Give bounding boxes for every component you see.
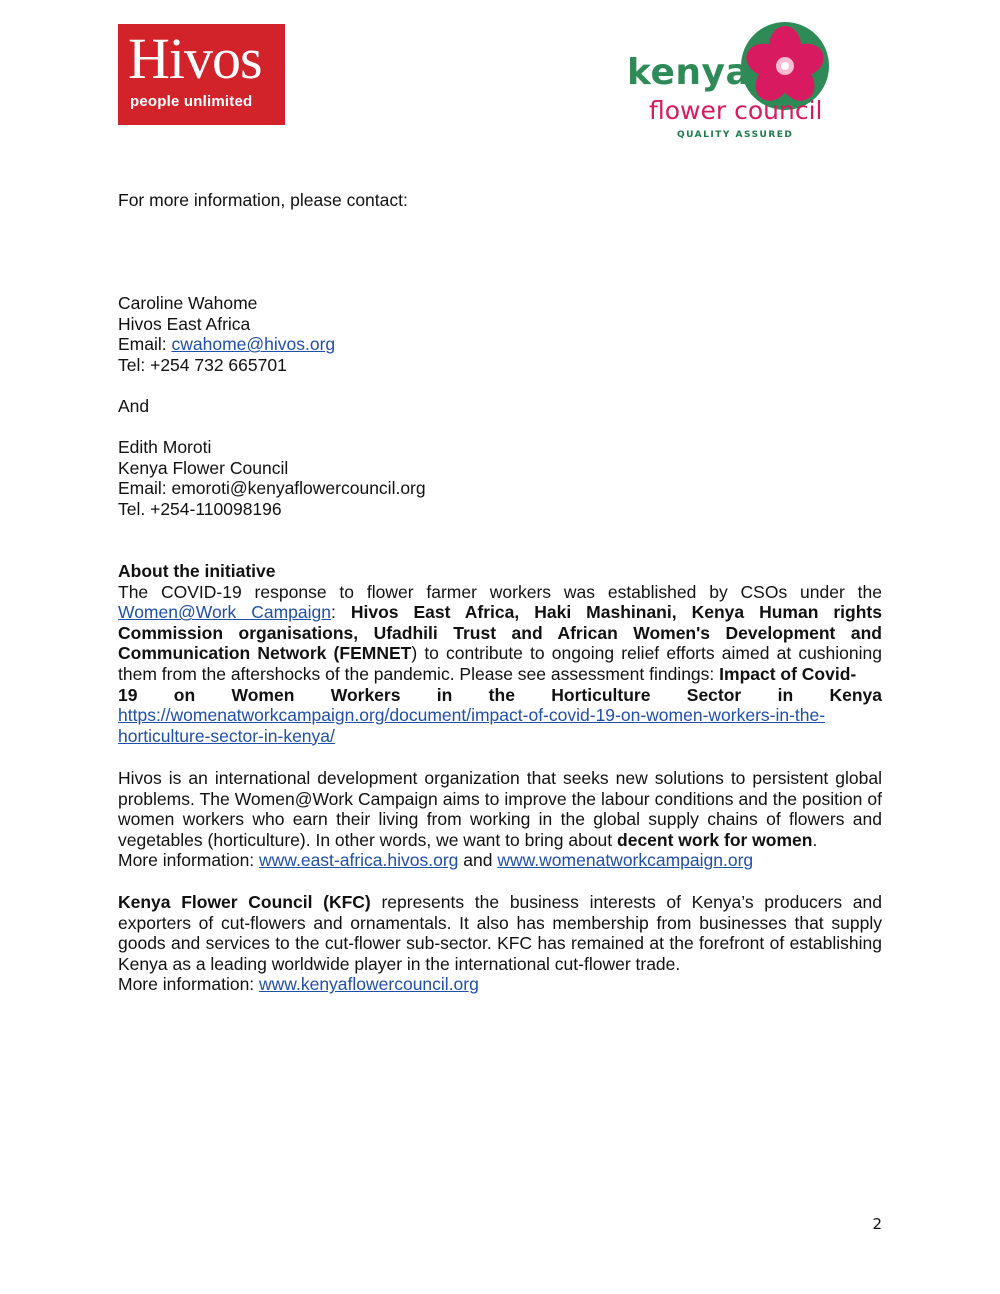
kfc-website-link[interactable]: www.kenyaflowercouncil.org — [259, 974, 479, 995]
contact-phone: Tel: +254 732 665701 — [118, 354, 287, 375]
about-paragraph — [118, 582, 882, 685]
kenya-flower-council-logo — [625, 20, 825, 145]
contact-email: Email: emoroti@kenyaflowercouncil.org — [118, 478, 426, 499]
email-label: Email: — [118, 334, 172, 355]
hivos-paragraph-end: . — [812, 829, 818, 850]
kfc-section — [118, 892, 882, 995]
contact-organization: Hivos East Africa — [118, 313, 251, 334]
contact-block-hivos — [118, 293, 618, 375]
hivos-paragraph-text: Hivos is an international development organization that seeks new solutions to persistent global problems. The Women@Work Campaign aims to improve the labour conditions and the position of women workers who earn their living from working in the global supply chains of flowers and vegetables (horticulture). In other words, we want to bring about — [118, 768, 882, 850]
report-link-line-2 — [118, 726, 882, 747]
contact-organization: Kenya Flower Council — [118, 457, 289, 478]
kfc-paragraph-text: represents the business interests of Kenya’s producers and exporters of cut-flowers and ornamentals. It also has membership from businesses that supply goods and services to the cut-flower sub-sector. KFC has remained at the forefront of establishing Kenya as a leading worldwide player in the international cut-flower trade. — [118, 892, 882, 974]
about-section — [118, 561, 882, 746]
about-heading — [118, 561, 882, 582]
contact-block-kfc — [118, 437, 618, 519]
hivos-website-link[interactable]: www.east-africa.hivos.org — [259, 850, 459, 871]
more-info-label: More information: — [118, 850, 260, 871]
kfc-logo-flower-council: flower council — [649, 96, 823, 125]
contact-phone: Tel. +254-110098196 — [118, 498, 282, 519]
hivos-logo — [118, 24, 285, 125]
contact-name: Caroline Wahome — [118, 293, 258, 313]
hivos-logo-wordmark: Hivos — [128, 26, 262, 91]
kfc-logo-tagline: QUALITY ASSURED — [677, 130, 794, 140]
page-number: 2 — [872, 1215, 882, 1233]
contact-email-line — [118, 334, 618, 355]
report-title-line — [118, 685, 882, 706]
kfc-logo-kenya: kenya — [627, 52, 751, 93]
contact-name: Edith Moroti — [118, 437, 212, 457]
kfc-name: Kenya Flower Council (KFC) — [118, 892, 371, 912]
report-link-line-1 — [118, 705, 882, 726]
kfc-paragraph — [118, 892, 882, 974]
more-info-label: More information: — [118, 974, 260, 995]
hivos-section — [118, 768, 882, 871]
separator-and: And — [118, 396, 150, 416]
campaign-link[interactable]: Women@Work Campaign — [118, 602, 331, 623]
report-link-continued[interactable]: horticulture-sector-in-kenya/ — [118, 725, 335, 746]
about-text-mid: ) to contribute to ongoing relief efforts aimed at cushioning them from the aftershocks of the pandemic. Please see assessment findings: — [118, 643, 883, 684]
report-title-start: Impact of Covid- — [719, 663, 857, 684]
about-text-start: The COVID-19 response to flower farmer workers was established by CSOs under the — [118, 581, 882, 602]
about-heading-text: About the initiative — [118, 561, 276, 581]
and-text: and — [458, 850, 498, 871]
kfc-more-info — [118, 974, 882, 995]
about-organizations: Hivos East Africa, Haki Mashinani, Kenya Human rights Commission organisations, Ufadhili Trust and African Women's Development and Communication Network (FEMNET — [118, 602, 882, 664]
email-link[interactable]: cwahome@hivos.org — [171, 334, 336, 355]
hivos-paragraph — [118, 768, 882, 850]
hivos-paragraph-emphasis: decent work for women — [617, 829, 813, 850]
contact-intro: For more information, please contact: — [118, 190, 408, 210]
hivos-logo-tagline: people unlimited — [130, 93, 253, 110]
report-title-end: 19 on Women Workers in the Horticulture Sector in Kenya — [118, 684, 882, 705]
about-colon: : — [331, 602, 351, 623]
report-link[interactable]: https://womenatworkcampaign.org/document/impact-of-covid-19-on-women-workers-in-the- — [118, 705, 826, 726]
campaign-website-link[interactable]: www.womenatworkcampaign.org — [497, 850, 754, 871]
hivos-more-info — [118, 850, 882, 871]
